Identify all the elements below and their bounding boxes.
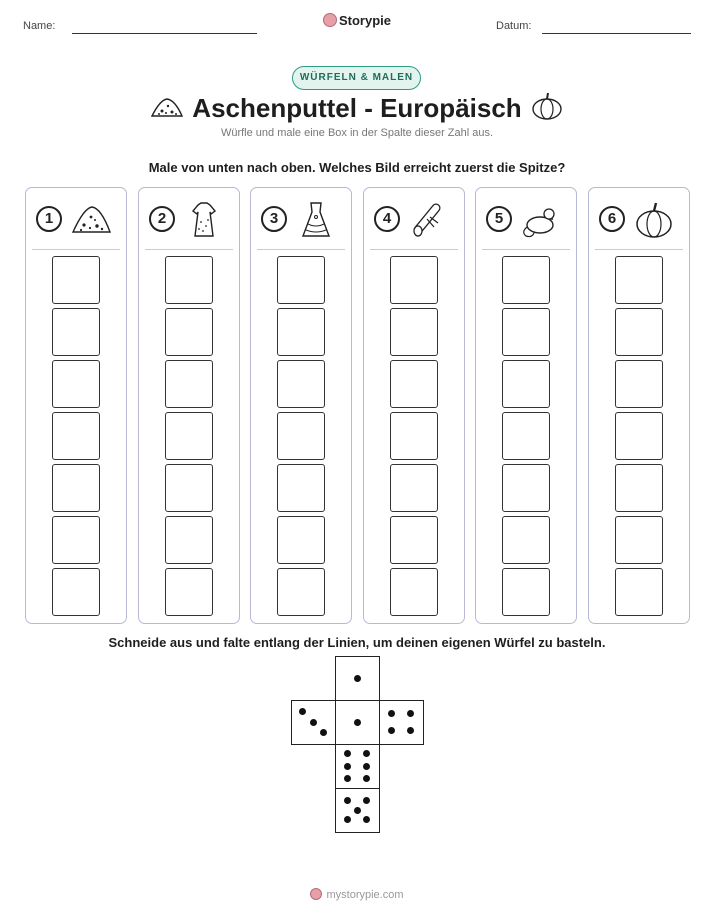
column-4 (363, 187, 465, 624)
color-box[interactable] (502, 360, 550, 408)
column-6 (588, 187, 690, 624)
brand-logo (0, 13, 714, 28)
color-box[interactable] (502, 464, 550, 512)
die-face-1 (335, 656, 380, 701)
die-pip (363, 797, 370, 804)
color-box[interactable] (615, 412, 663, 460)
die-face-6 (335, 744, 380, 789)
die-pip (407, 710, 414, 717)
column-header (251, 200, 351, 240)
die-face-1 (335, 700, 380, 745)
die-face-5 (335, 788, 380, 833)
column-divider (145, 249, 233, 250)
column-header (589, 200, 689, 240)
color-box[interactable] (165, 464, 213, 512)
color-box[interactable] (165, 516, 213, 564)
color-box[interactable] (615, 568, 663, 616)
storypie-logo-icon (323, 13, 337, 27)
column-divider (32, 249, 120, 250)
column-divider (482, 249, 570, 250)
color-box[interactable] (502, 516, 550, 564)
die-pip (320, 729, 327, 736)
column-number: 6 (599, 206, 625, 232)
color-box[interactable] (52, 360, 100, 408)
name-line[interactable] (72, 33, 257, 34)
mouse-icon (520, 200, 562, 240)
color-box[interactable] (52, 412, 100, 460)
die-pip (299, 708, 306, 715)
color-box[interactable] (502, 412, 550, 460)
color-box[interactable] (615, 308, 663, 356)
color-box[interactable] (277, 568, 325, 616)
column-number: 4 (374, 206, 400, 232)
die-pip (363, 816, 370, 823)
die-pip (344, 816, 351, 823)
color-box[interactable] (165, 360, 213, 408)
color-box[interactable] (390, 256, 438, 304)
column-2 (138, 187, 240, 624)
die-pip (363, 775, 370, 782)
column-number: 5 (486, 206, 512, 232)
die-pip (388, 727, 395, 734)
storypie-footer-logo-icon (310, 888, 322, 900)
name-label: Name: (23, 20, 56, 32)
die-pip (344, 797, 351, 804)
footer-url: mystorypie.com (326, 889, 404, 901)
color-box[interactable] (52, 516, 100, 564)
die-pip (344, 775, 351, 782)
instruction-bottom: Schneide aus und falte entlang der Linien, um deinen eigenen Würfel zu basteln. (108, 635, 606, 650)
ash-pile-icon (70, 200, 112, 240)
color-box[interactable] (277, 464, 325, 512)
die-pip (344, 763, 351, 770)
color-box[interactable] (52, 464, 100, 512)
color-box[interactable] (390, 308, 438, 356)
die-pip (354, 807, 361, 814)
scroll-icon (408, 200, 450, 240)
color-box[interactable] (390, 412, 438, 460)
die-pip (354, 719, 361, 726)
color-box[interactable] (277, 360, 325, 408)
date-label: Datum: (496, 20, 532, 32)
column-divider (595, 249, 683, 250)
column-divider (370, 249, 458, 250)
die-pip (363, 763, 370, 770)
color-box[interactable] (165, 308, 213, 356)
column-header (476, 200, 576, 240)
color-box[interactable] (165, 568, 213, 616)
color-box[interactable] (52, 308, 100, 356)
column-3 (250, 187, 352, 624)
color-box[interactable] (165, 256, 213, 304)
die-pip (310, 719, 317, 726)
color-box[interactable] (615, 464, 663, 512)
color-box[interactable] (165, 412, 213, 460)
date-line[interactable] (542, 33, 691, 34)
brand-name: Storypie (338, 13, 391, 28)
dress-icon (183, 200, 225, 240)
instruction-top: Male von unten nach oben. Welches Bild erreicht zuerst die Spitze? (148, 160, 566, 175)
pumpkin-icon (531, 91, 563, 121)
color-box[interactable] (390, 568, 438, 616)
color-box[interactable] (502, 256, 550, 304)
color-box[interactable] (52, 568, 100, 616)
color-box[interactable] (502, 308, 550, 356)
color-box[interactable] (277, 308, 325, 356)
activity-badge: WÜRFELN & MALEN (292, 66, 421, 90)
column-header (364, 200, 464, 240)
column-divider (257, 249, 345, 250)
die-pip (354, 675, 361, 682)
die-pip (363, 750, 370, 757)
column-header (26, 200, 126, 240)
ball-gown-icon (295, 200, 337, 240)
column-number: 1 (36, 206, 62, 232)
color-box[interactable] (615, 360, 663, 408)
color-box[interactable] (390, 464, 438, 512)
column-5 (475, 187, 577, 624)
die-face-4 (379, 700, 424, 745)
color-box[interactable] (390, 360, 438, 408)
color-box[interactable] (502, 568, 550, 616)
color-box[interactable] (615, 516, 663, 564)
column-number: 2 (149, 206, 175, 232)
color-box[interactable] (277, 412, 325, 460)
die-pip (407, 727, 414, 734)
color-box[interactable] (277, 516, 325, 564)
color-box[interactable] (277, 256, 325, 304)
color-box[interactable] (615, 256, 663, 304)
die-face-3 (291, 700, 336, 745)
die-pip (388, 710, 395, 717)
color-box[interactable] (390, 516, 438, 564)
page-title: Aschenputtel - Europäisch (192, 93, 522, 123)
die-pip (344, 750, 351, 757)
pumpkin-icon (633, 200, 675, 240)
color-box[interactable] (52, 256, 100, 304)
column-1 (25, 187, 127, 624)
footer (0, 888, 714, 901)
column-header (139, 200, 239, 240)
column-number: 3 (261, 206, 287, 232)
subtitle: Würfle und male eine Box in der Spalte dieser Zahl aus. (220, 127, 494, 139)
